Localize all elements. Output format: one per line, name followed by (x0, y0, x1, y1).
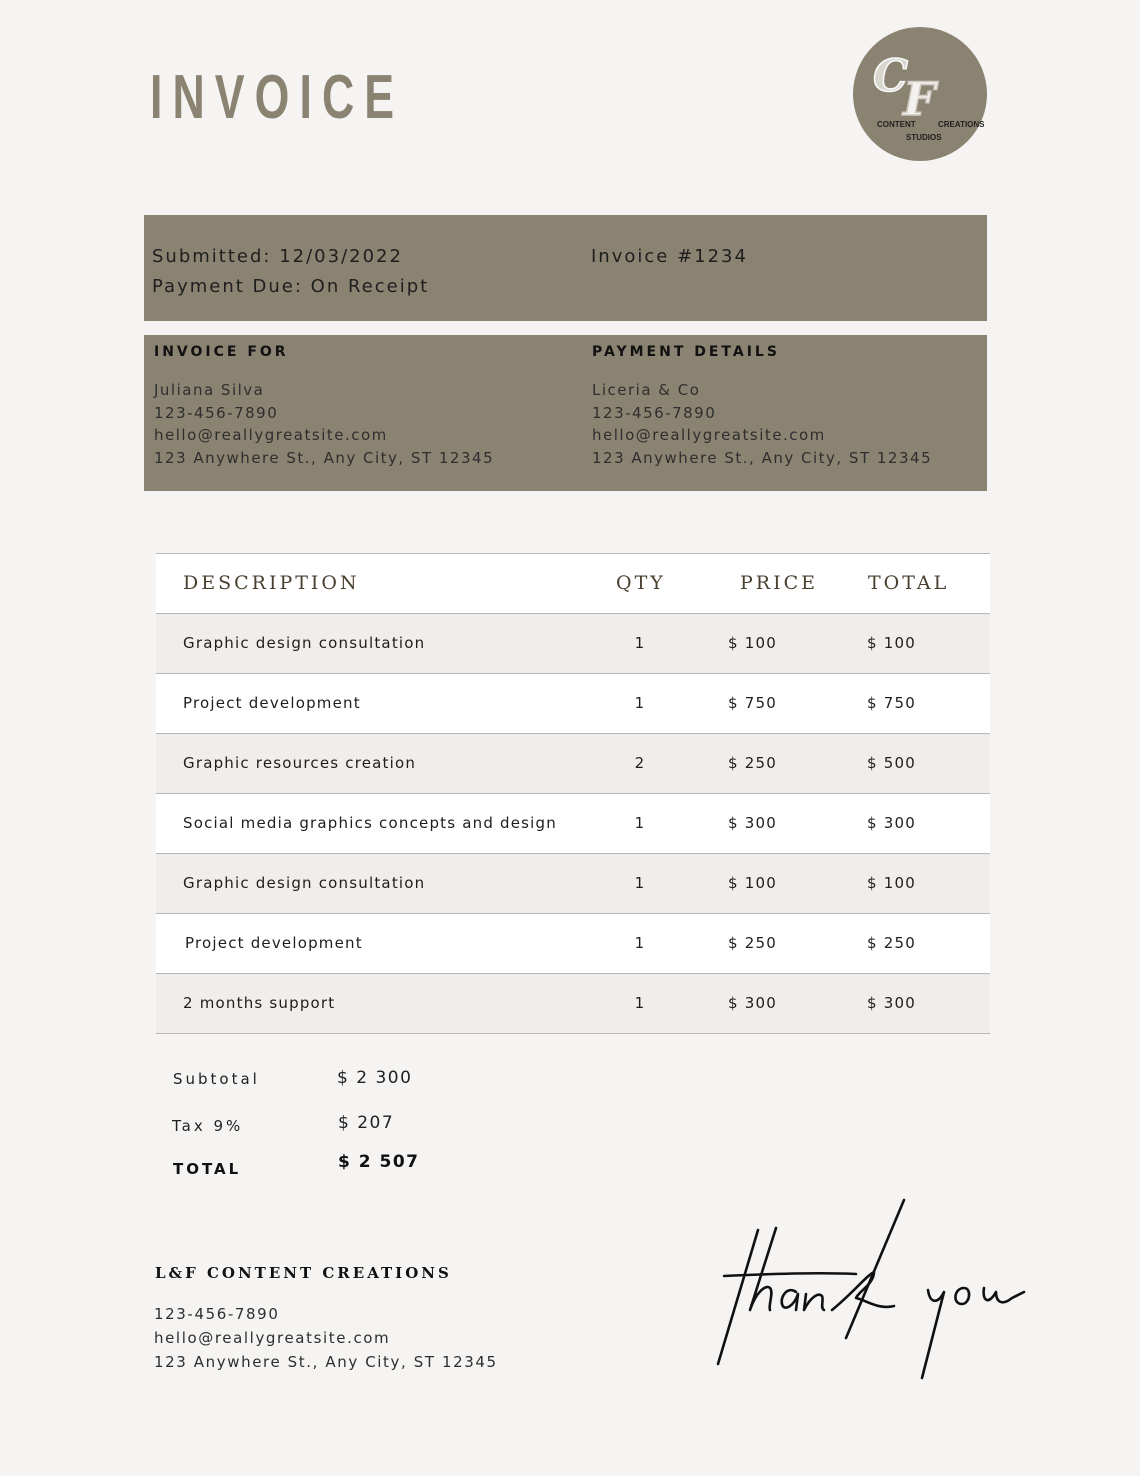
header-qty: QTY (616, 572, 666, 594)
item-description: Social media graphics concepts and design (183, 814, 557, 832)
item-qty: 1 (634, 694, 646, 712)
table-row (156, 793, 990, 853)
item-total: $ 750 (867, 694, 916, 712)
item-total: $ 500 (867, 754, 916, 772)
logo-monogram-graphic (853, 27, 987, 161)
table-row (156, 853, 990, 913)
item-qty: 1 (634, 994, 646, 1012)
header-total: TOTAL (868, 572, 950, 594)
submitted-date: Submitted: 12/03/2022 (152, 246, 403, 267)
item-price: $ 300 (728, 814, 777, 832)
item-description: Graphic design consultation (183, 874, 426, 892)
item-price: $ 100 (728, 634, 777, 652)
payment-details-heading: PAYMENT DETAILS (592, 344, 780, 360)
item-total: $ 300 (867, 994, 916, 1012)
thank-you-signature (706, 1188, 1036, 1392)
item-price: $ 250 (728, 754, 777, 772)
header-price: PRICE (740, 572, 819, 594)
payment-details-section (592, 344, 932, 469)
payment-due: Payment Due: On Receipt (152, 276, 430, 297)
company-phone: 123-456-7890 (154, 1305, 280, 1323)
tax-label: Tax 9% (172, 1117, 244, 1135)
item-total: $ 300 (867, 814, 916, 832)
company-address: 123 Anywhere St., Any City, ST 12345 (154, 1353, 498, 1371)
invoice-number: Invoice #1234 (591, 246, 748, 267)
subtotal-value: $ 2 300 (337, 1068, 413, 1088)
subtotal-label: Subtotal (173, 1070, 260, 1088)
svg-text:C: C (873, 51, 909, 102)
table-row (156, 733, 990, 793)
header-description: DESCRIPTION (183, 572, 360, 594)
table-header (156, 553, 990, 613)
client-name: Juliana Silva (154, 381, 265, 399)
invoice-meta-bar (144, 215, 987, 321)
svg-text:STUDIOS: STUDIOS (906, 133, 942, 142)
item-total: $ 100 (867, 634, 916, 652)
item-price: $ 250 (728, 934, 777, 952)
item-total: $ 100 (867, 874, 916, 892)
item-qty: 1 (634, 814, 646, 832)
item-description: 2 months support (183, 994, 336, 1012)
page-title: INVOICE (150, 63, 405, 132)
svg-text:CREATIONS: CREATIONS (938, 120, 985, 129)
item-price: $ 100 (728, 874, 777, 892)
item-description: Graphic design consultation (183, 634, 426, 652)
company-email: hello@reallygreatsite.com (154, 1329, 391, 1347)
tax-value: $ 207 (338, 1113, 395, 1133)
table-row (156, 913, 990, 973)
svg-text:F: F (903, 72, 936, 126)
item-total: $ 250 (867, 934, 916, 952)
company-contact (154, 1302, 498, 1374)
item-qty: 1 (634, 934, 646, 952)
client-phone: 123-456-7890 (154, 403, 279, 422)
item-qty: 1 (634, 874, 646, 892)
invoice-for-section (154, 344, 494, 469)
item-description: Graphic resources creation (183, 754, 417, 772)
payee-address: 123 Anywhere St., Any City, ST 12345 (592, 448, 933, 467)
parties-bar (144, 335, 987, 491)
client-address: 123 Anywhere St., Any City, ST 12345 (154, 448, 495, 467)
payee-phone: 123-456-7890 (592, 403, 717, 422)
payee-email: hello@reallygreatsite.com (592, 426, 826, 444)
item-qty: 1 (634, 634, 646, 652)
brand-logo (853, 27, 987, 161)
invoice-for-heading: INVOICE FOR (154, 344, 289, 360)
item-description: Project development (183, 694, 361, 712)
item-price: $ 300 (728, 994, 777, 1012)
signature-graphic (706, 1188, 1036, 1388)
table-row (156, 973, 990, 1034)
total-label: TOTAL (173, 1160, 242, 1178)
item-description: Project development (185, 934, 363, 952)
client-email: hello@reallygreatsite.com (154, 426, 388, 444)
item-price: $ 750 (728, 694, 777, 712)
total-value: $ 2 507 (338, 1152, 420, 1172)
svg-text:CONTENT: CONTENT (877, 120, 916, 129)
table-row (156, 613, 990, 673)
item-qty: 2 (634, 754, 646, 772)
line-items-table (156, 553, 990, 1034)
table-row (156, 673, 990, 733)
company-name: L&F CONTENT CREATIONS (155, 1264, 452, 1282)
payee-name: Liceria & Co (592, 381, 701, 399)
